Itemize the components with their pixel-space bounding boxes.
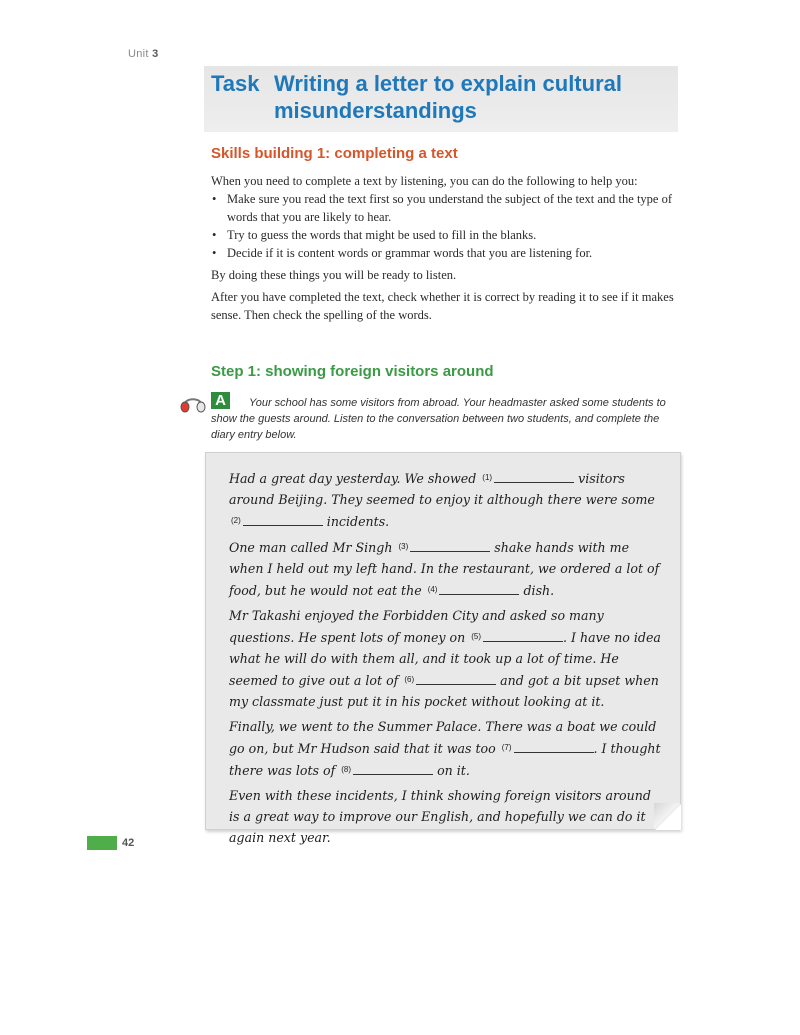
list-item: • Make sure you read the text first so you understand the subject of the text and the type of words that you are likely to hear. (211, 190, 677, 226)
page-number-bar (87, 836, 117, 850)
title-line-2: misunderstandings (274, 98, 477, 123)
list-item: • Try to guess the words that might be used to fill in the blanks. (211, 226, 677, 244)
diary-paragraph-1: Had a great day yesterday. We showed $^{(1)}$ visitors around Beijing. They seemed to enjoy it although there were some $^{(2)}$ incidents. (229, 471, 655, 529)
diary-entry (205, 452, 681, 845)
blank-7[interactable] (514, 742, 594, 753)
page-number: 42 (122, 837, 135, 849)
activity-badge-a: A (211, 392, 230, 409)
blank-number-3: (3) (398, 542, 409, 551)
skills-bullet-list (211, 190, 677, 262)
blank-1[interactable] (494, 472, 574, 483)
skills-intro: When you need to complete a text by listening, you can do the following to help you: (211, 174, 638, 188)
blank-5[interactable] (483, 631, 563, 642)
blank-number-1: (1) (482, 473, 493, 482)
diary-text (229, 467, 665, 852)
task-label: Task (211, 71, 260, 96)
blank-number-5: (5) (471, 632, 482, 641)
skills-para-2: After you have completed the text, check whether it is correct by reading it to see if it makes sense. Then check the spelling of the words. (211, 290, 674, 322)
blank-number-2: (2) (231, 516, 241, 525)
diary-paragraph-4: Finally, we went to the Summer Palace. There was a boat we could go on, but Mr Hudson said that it was too $^{(7)}$ . I thought there was lots of $^{(8)}$ on it. (229, 719, 661, 778)
skills-heading: Skills building 1: completing a text (211, 145, 458, 162)
blank-2[interactable] (243, 515, 323, 526)
blank-number-8: (8) (341, 765, 352, 774)
step1-heading: Step 1: showing foreign visitors around (211, 363, 494, 380)
blank-number-7: (7) (501, 743, 512, 752)
unit-number: 3 (152, 48, 159, 60)
blank-number-4: (4) (427, 585, 438, 594)
list-item: • Decide if it is content words or grammar words that you are listening for. (211, 244, 677, 262)
diary-paragraph-3: Mr Takashi enjoyed the Forbidden City and asked so many questions. He spent lots of money on $^{(5)}$ . I have no idea what he will do with them all, and it took up a lot of time. He seemed to give out a lot of $^{(6)}$ and got a bit upset when my classmate just put it in his pocket without looking at it. (229, 608, 661, 709)
diary-paragraph-2: One man called Mr Singh $^{(3)}$ shake hands with me when I held out my left hand. In the restaurant, we ordered a lot of food, but he would not eat the $^{(4)}$ dish. (229, 540, 660, 598)
step1-instruction: Your school has some visitors from abroad. Your headmaster asked some students to show the guests around. Listen to the conversation between two students, and complete the diary entry below. (211, 397, 666, 441)
blank-3[interactable] (410, 541, 490, 552)
blank-8[interactable] (353, 764, 433, 775)
headphones-icon[interactable] (178, 392, 208, 414)
diary-paragraph-5: Even with these incidents, I think showing foreign visitors around is a great way to improve our English, and hopefully we can do it again next year. (229, 788, 651, 845)
skills-para-1: By doing these things you will be ready to listen. (211, 268, 457, 282)
unit-label: Unit 3 (128, 48, 159, 60)
skills-body (211, 172, 677, 324)
blank-4[interactable] (439, 584, 519, 595)
blank-6[interactable] (416, 674, 496, 685)
blank-number-6: (6) (404, 675, 415, 684)
title-line-1: Writing a letter to explain cultural (274, 71, 622, 96)
page-curl-shade (654, 803, 680, 829)
page-title (211, 70, 622, 124)
